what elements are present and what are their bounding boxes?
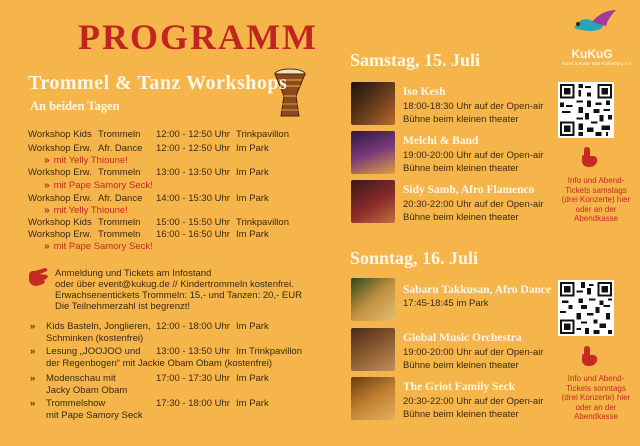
chevron-right-icon: » [30, 373, 36, 384]
act-time: 19:00-20:00 Uhr auf der Open-air [403, 150, 544, 161]
qr-code-icon [560, 282, 612, 334]
kids-item: » Kids Basteln, Jonglieren, Schminken (kostenfrei) 12:00 - 18:00 Uhr Im Park [30, 321, 269, 344]
act-photo-griot-family-seck [351, 377, 395, 420]
chevron-right-icon: » [44, 180, 50, 191]
ticket-info: Anmeldung und Tickets am Infostand oder über event@kukug.de // Kindertrommeln kostenfrei. Erwachsenentickets Trommeln: 15,- und Tanzen: 20,- EUR Die Teilnehmerzahl ist begrenzt! [55, 268, 302, 312]
act-photo-global-music-orchestra [351, 328, 395, 371]
pointing-hand-icon [578, 146, 600, 168]
act-time: 20:30-22:00 Uhr auf der Open-air [403, 199, 544, 210]
act-name: Melchi & Band [403, 135, 479, 147]
act-location: Bühne beim kleinen theater [403, 114, 519, 125]
act-name: Global Music Orchestra [403, 332, 522, 344]
act-photo-sabaru-takkusan [351, 278, 395, 321]
act-location: Bühne beim kleinen theater [403, 409, 519, 420]
chevron-right-icon: » [44, 155, 50, 166]
act-time: 19:00-20:00 Uhr auf der Open-air [403, 347, 544, 358]
chevron-right-icon: » [30, 321, 36, 332]
saturday-heading: Samstag, 15. Juli [350, 50, 481, 70]
act-time: 18:00-18:30 Uhr auf der Open-air [403, 101, 544, 112]
act-name: The Griot Family Seck [403, 381, 516, 393]
qr-code-icon [560, 84, 612, 136]
page-title: PROGRAMM [78, 17, 318, 57]
act-name: Iso Kesh [403, 86, 446, 98]
workshops-subtitle: An beiden Tagen [30, 99, 120, 113]
workshop-note: » mit Yelly Thioune! [44, 205, 128, 216]
kids-item: » Modenschau mit Jacky Obam Obam 17:00 - 17:30 Uhr Im Park [30, 373, 269, 396]
pointing-hand-icon [578, 345, 600, 367]
act-photo-melchi [351, 131, 395, 174]
pointing-hand-icon [27, 266, 51, 288]
qr-code-sunday[interactable] [558, 280, 614, 336]
chevron-right-icon: » [44, 241, 50, 252]
chevron-right-icon: » [30, 346, 36, 357]
act-location: Bühne beim kleinen theater [403, 360, 519, 371]
workshop-note: » mit Yelly Thioune! [44, 155, 128, 166]
bird-logo-icon [562, 8, 622, 42]
act-location: Bühne beim kleinen theater [403, 212, 519, 223]
kids-item: » Lesung „JOOJOO und der Regenbogen“ mit Jackie Obam Obam (kostenfrei) 13:00 - 13:50 Uhr Im Trinkpavillon [30, 346, 302, 369]
act-name: Sidy Samb, Afro Flamenco [403, 184, 535, 196]
qr-code-saturday[interactable] [558, 82, 614, 138]
act-photo-iso-kesh [351, 82, 395, 125]
act-time: 17:45-18:45 im Park [403, 298, 489, 309]
act-name: Sabaru Takkusan, Afro Dance [403, 284, 552, 296]
workshops-title: Trommel & Tanz Workshops [28, 72, 288, 94]
workshop-note: » mit Pape Samory Seck! [44, 241, 153, 252]
act-photo-sidy-samb [351, 180, 395, 223]
sunday-heading: Sonntag, 16. Juli [350, 248, 479, 268]
chevron-right-icon: » [44, 205, 50, 216]
act-location: Bühne beim kleinen theater [403, 163, 519, 174]
kids-item: » Trommelshow mit Pape Samory Seck 17:30 - 18:00 Uhr Im Park [30, 398, 269, 421]
workshop-note: » mit Pape Samory Seck! [44, 180, 153, 191]
act-time: 20:30-22:00 Uhr auf der Open-air [403, 396, 544, 407]
chevron-right-icon: » [30, 398, 36, 409]
sunday-ticket-info: Info und Abend-Tickets sonntags (drei Konzerte) hier oder an der Abendkasse [561, 374, 631, 421]
kukug-logo: KuKuG Kunst & Kultur Bad Sodenberg e.V. [562, 8, 622, 66]
saturday-ticket-info: Info und Abend-Tickets samstags (drei Konzerte) hier oder an der Abendkasse [561, 176, 631, 223]
